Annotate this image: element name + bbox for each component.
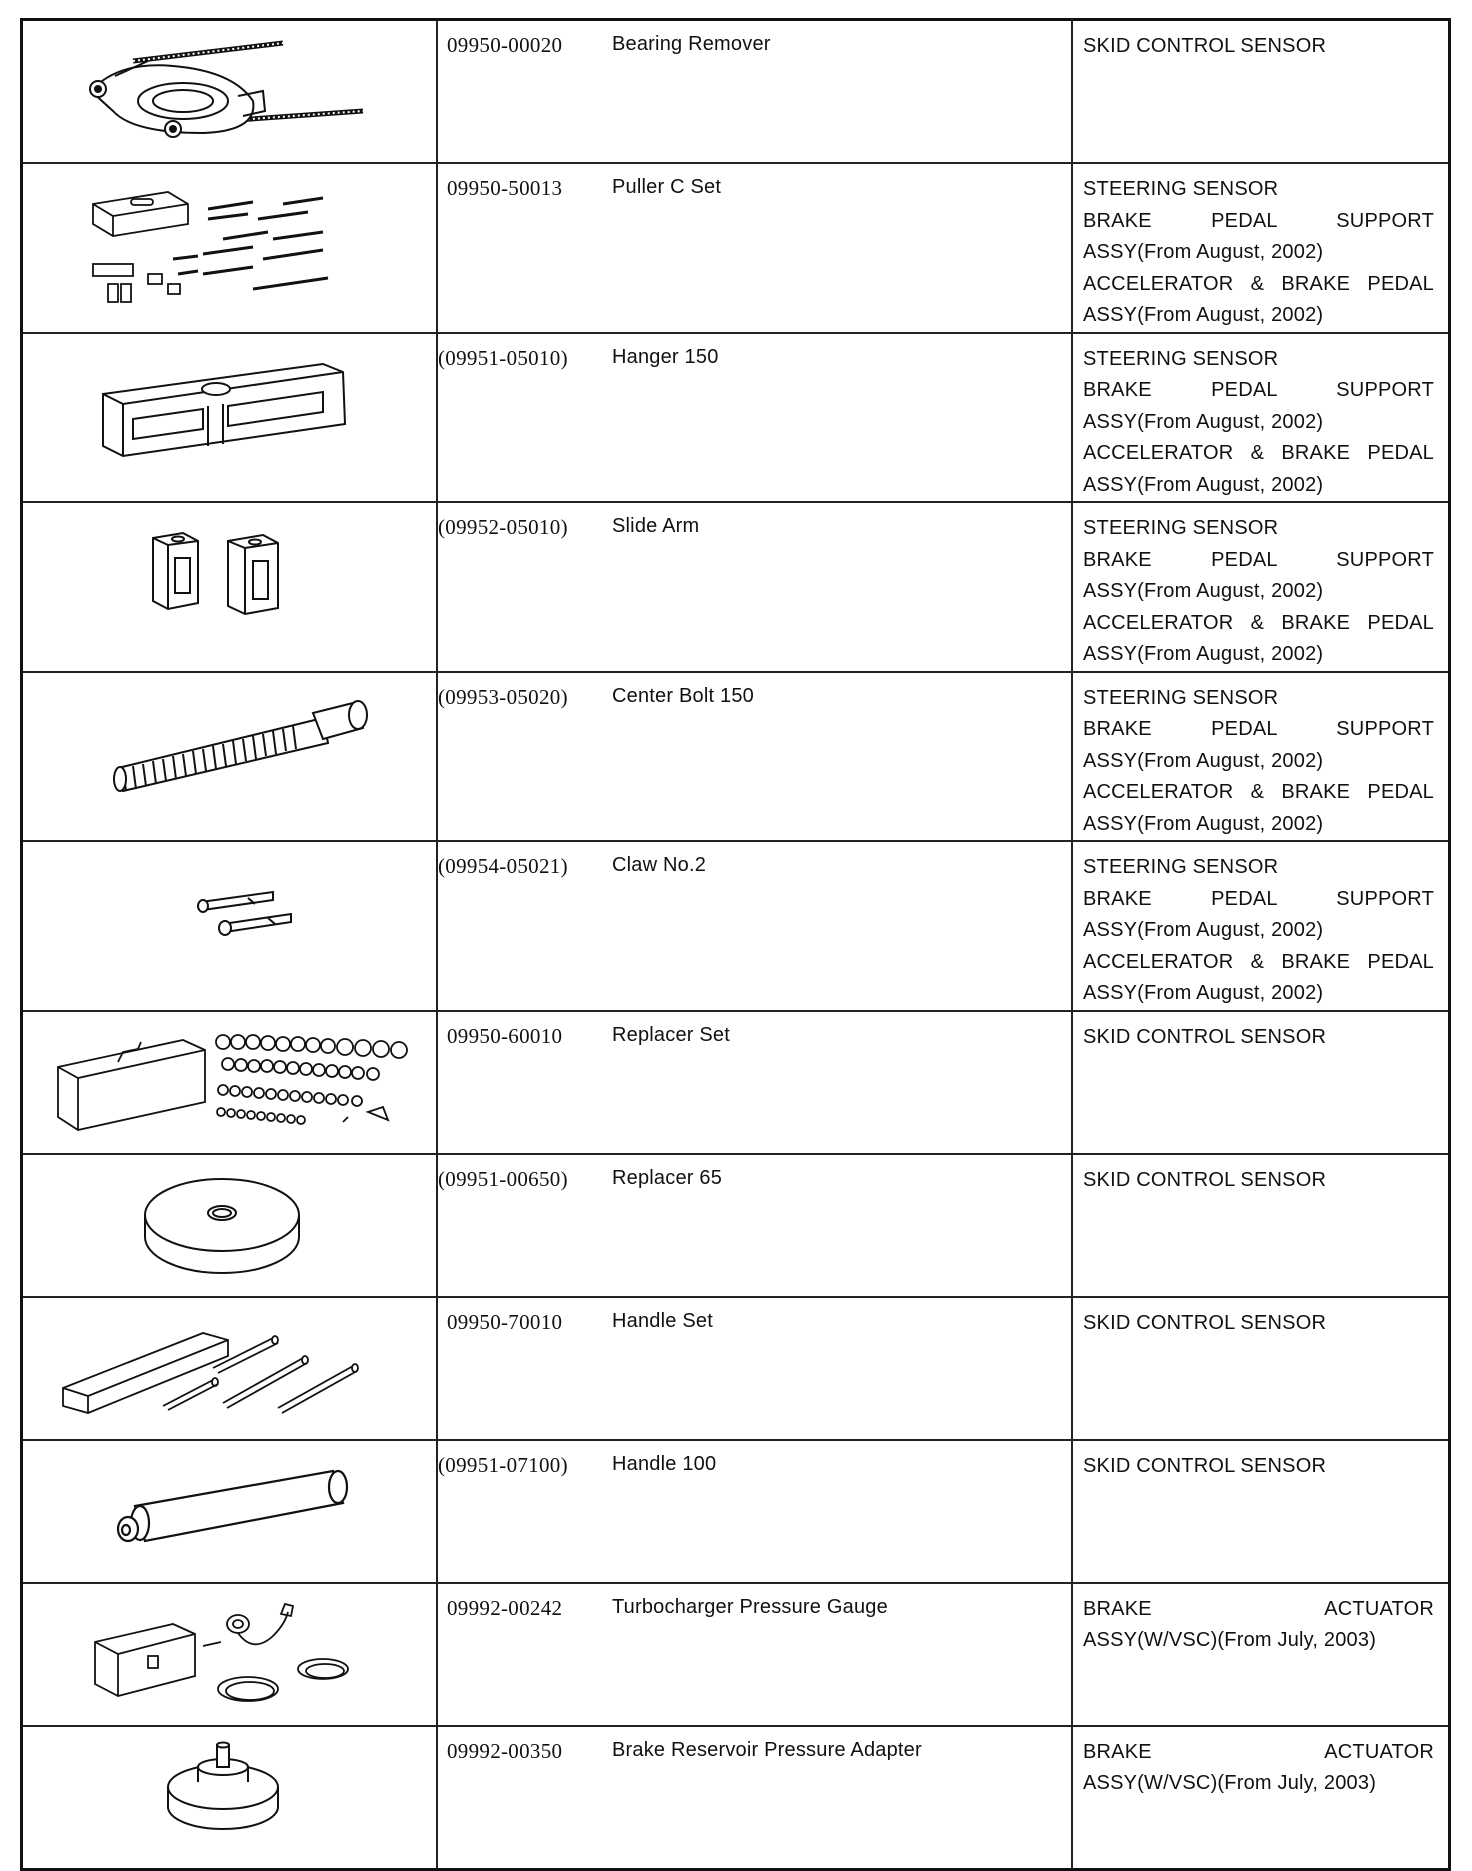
part-number-cell <box>437 502 610 672</box>
applies-to-cell <box>1072 672 1450 842</box>
table-row <box>22 1154 1450 1297</box>
table-row <box>22 20 1450 164</box>
tool-name-cell <box>610 502 1072 672</box>
tool-illustration-cell <box>22 1583 438 1726</box>
applies-line: ASSY(From August, 2002) <box>1083 749 1324 772</box>
applies-to-cell <box>1072 841 1450 1011</box>
tool-name-cell <box>610 672 1072 842</box>
bearing-remover-icon <box>23 21 436 162</box>
slide-arm-icon <box>23 503 436 666</box>
table-row <box>22 1583 1450 1726</box>
applies-to-cell <box>1072 20 1450 164</box>
applies-line: ASSY(From August, 2002) <box>1083 643 1324 665</box>
table-row <box>22 672 1450 842</box>
applies-line: SKID CONTROL SENSOR <box>1083 35 1327 57</box>
applies-line: SKID CONTROL SENSOR <box>1083 1454 1327 1477</box>
applies-line: ASSY(From August, 2002) <box>1083 919 1324 941</box>
applies-to-cell <box>1072 1726 1450 1870</box>
hanger-icon <box>23 334 436 497</box>
tool-name-cell <box>610 1440 1072 1583</box>
part-number-cell <box>437 672 610 842</box>
tool-name-cell <box>610 163 1072 333</box>
applies-to-cell <box>1072 1440 1450 1583</box>
replacer-disc-icon <box>23 1155 436 1296</box>
applies-line: ASSY(From August, 2002) <box>1083 812 1324 835</box>
tool-name: Handle Set <box>612 1309 713 1332</box>
tool-illustration-cell <box>22 1011 438 1154</box>
claw-icon <box>23 842 436 1005</box>
part-number: (09951-05010) <box>438 345 568 370</box>
tool-name: Center Bolt 150 <box>612 684 754 707</box>
part-number-cell <box>437 1726 610 1870</box>
tool-name-cell <box>610 1011 1072 1154</box>
table-row <box>22 1297 1450 1440</box>
applies-line: ACCELERATOR & BRAKE PEDAL <box>1083 611 1434 634</box>
tool-illustration-cell <box>22 841 438 1011</box>
part-number: (09953-05020) <box>438 684 568 709</box>
applies-line: BRAKE ACTUATOR <box>1083 1597 1434 1620</box>
tool-illustration-cell <box>22 1297 438 1440</box>
tool-name: Puller C Set <box>612 176 722 198</box>
applies-line: BRAKE PEDAL SUPPORT <box>1083 718 1434 740</box>
applies-line: STEERING SENSOR <box>1083 686 1279 709</box>
table-row <box>22 841 1450 1011</box>
tool-name: Claw No.2 <box>612 854 707 876</box>
applies-line: SKID CONTROL SENSOR <box>1083 1311 1327 1334</box>
handle-set-icon <box>23 1298 436 1439</box>
part-number-cell <box>437 20 610 164</box>
tool-name-cell <box>610 1583 1072 1726</box>
tool-name: Replacer 65 <box>612 1166 723 1189</box>
part-number: 09950-70010 <box>447 1309 563 1334</box>
part-number-cell <box>437 163 610 333</box>
tool-name-cell <box>610 1726 1072 1870</box>
applies-line: STEERING SENSOR <box>1083 178 1279 200</box>
tool-illustration-cell <box>22 163 438 333</box>
table-row <box>22 502 1450 672</box>
part-number-cell <box>437 1297 610 1440</box>
applies-line: STEERING SENSOR <box>1083 517 1279 539</box>
puller-c-set-icon <box>23 164 436 327</box>
applies-line: ACCELERATOR & BRAKE PEDAL <box>1083 442 1434 464</box>
part-number: (09951-07100) <box>438 1452 568 1477</box>
table-row <box>22 1440 1450 1583</box>
tool-name: Replacer Set <box>612 1023 731 1046</box>
tool-illustration-cell <box>22 333 438 503</box>
part-number: 09950-60010 <box>447 1023 563 1048</box>
tool-name-cell <box>610 1154 1072 1297</box>
tool-name-cell <box>610 841 1072 1011</box>
part-number-cell <box>437 1440 610 1583</box>
part-number: (09954-05021) <box>438 854 568 878</box>
applies-line: BRAKE PEDAL SUPPORT <box>1083 887 1434 910</box>
applies-to-cell <box>1072 1297 1450 1440</box>
applies-line: BRAKE ACTUATOR <box>1083 1740 1434 1763</box>
tool-name: Slide Arm <box>612 515 700 537</box>
applies-line: BRAKE PEDAL SUPPORT <box>1083 548 1434 571</box>
part-number-cell <box>437 333 610 503</box>
part-number-cell <box>437 1011 610 1154</box>
tool-illustration-cell <box>22 1726 438 1870</box>
part-number-cell <box>437 1583 610 1726</box>
applies-to-cell <box>1072 1583 1450 1726</box>
special-service-tools-table <box>20 18 1451 1871</box>
applies-to-cell <box>1072 1011 1450 1154</box>
table-row <box>22 163 1450 333</box>
tool-illustration-cell <box>22 20 438 164</box>
table-row <box>22 1011 1450 1154</box>
applies-line: ACCELERATOR & BRAKE PEDAL <box>1083 781 1434 803</box>
pressure-gauge-icon <box>23 1584 436 1725</box>
tool-name: Hanger 150 <box>612 345 719 368</box>
tool-name-cell <box>610 20 1072 164</box>
part-number: 09992-00350 <box>447 1738 563 1763</box>
applies-to-cell <box>1072 333 1450 503</box>
tool-illustration-cell <box>22 1440 438 1583</box>
tool-name: Brake Reservoir Pressure Adapter <box>612 1738 922 1761</box>
applies-to-cell <box>1072 163 1450 333</box>
tool-illustration-cell <box>22 1154 438 1297</box>
tool-illustration-cell <box>22 672 438 842</box>
part-number: 09950-50013 <box>447 176 563 200</box>
applies-line: ASSY(From August, 2002) <box>1083 304 1324 326</box>
table-row <box>22 1726 1450 1870</box>
part-number: (09952-05010) <box>438 515 568 539</box>
table-row <box>22 333 1450 503</box>
applies-line: BRAKE PEDAL SUPPORT <box>1083 379 1434 401</box>
applies-line: STEERING SENSOR <box>1083 347 1279 370</box>
applies-to-cell <box>1072 502 1450 672</box>
part-number: 09992-00242 <box>447 1595 563 1620</box>
applies-to-cell <box>1072 1154 1450 1297</box>
applies-line: SKID CONTROL SENSOR <box>1083 1025 1327 1048</box>
pressure-adapter-icon <box>23 1727 436 1868</box>
applies-line: ASSY(From August, 2002) <box>1083 580 1324 602</box>
tool-name: Handle 100 <box>612 1452 717 1475</box>
applies-line: STEERING SENSOR <box>1083 856 1279 878</box>
tool-name-cell <box>610 333 1072 503</box>
applies-line: ASSY(From August, 2002) <box>1083 473 1324 496</box>
replacer-set-icon <box>23 1012 436 1153</box>
tool-name: Bearing Remover <box>612 33 771 55</box>
part-number: 09950-00020 <box>447 33 563 57</box>
applies-line: ASSY(From August, 2002) <box>1083 982 1324 1004</box>
handle-icon <box>23 1441 436 1582</box>
applies-line: ACCELERATOR & BRAKE PEDAL <box>1083 950 1434 973</box>
tool-name: Turbocharger Pressure Gauge <box>612 1595 888 1618</box>
applies-line: SKID CONTROL SENSOR <box>1083 1168 1327 1191</box>
applies-line: ACCELERATOR & BRAKE PEDAL <box>1083 272 1434 295</box>
part-number-cell <box>437 841 610 1011</box>
part-number: (09951-00650) <box>438 1166 568 1191</box>
tool-illustration-cell <box>22 502 438 672</box>
applies-line: ASSY(W/VSC)(From July, 2003) <box>1083 1629 1377 1651</box>
center-bolt-icon <box>23 673 436 836</box>
part-number-cell <box>437 1154 610 1297</box>
tool-name-cell <box>610 1297 1072 1440</box>
applies-line: ASSY(From August, 2002) <box>1083 410 1324 433</box>
applies-line: ASSY(From August, 2002) <box>1083 241 1324 263</box>
applies-line: ASSY(W/VSC)(From July, 2003) <box>1083 1772 1377 1794</box>
applies-line: BRAKE PEDAL SUPPORT <box>1083 209 1434 232</box>
